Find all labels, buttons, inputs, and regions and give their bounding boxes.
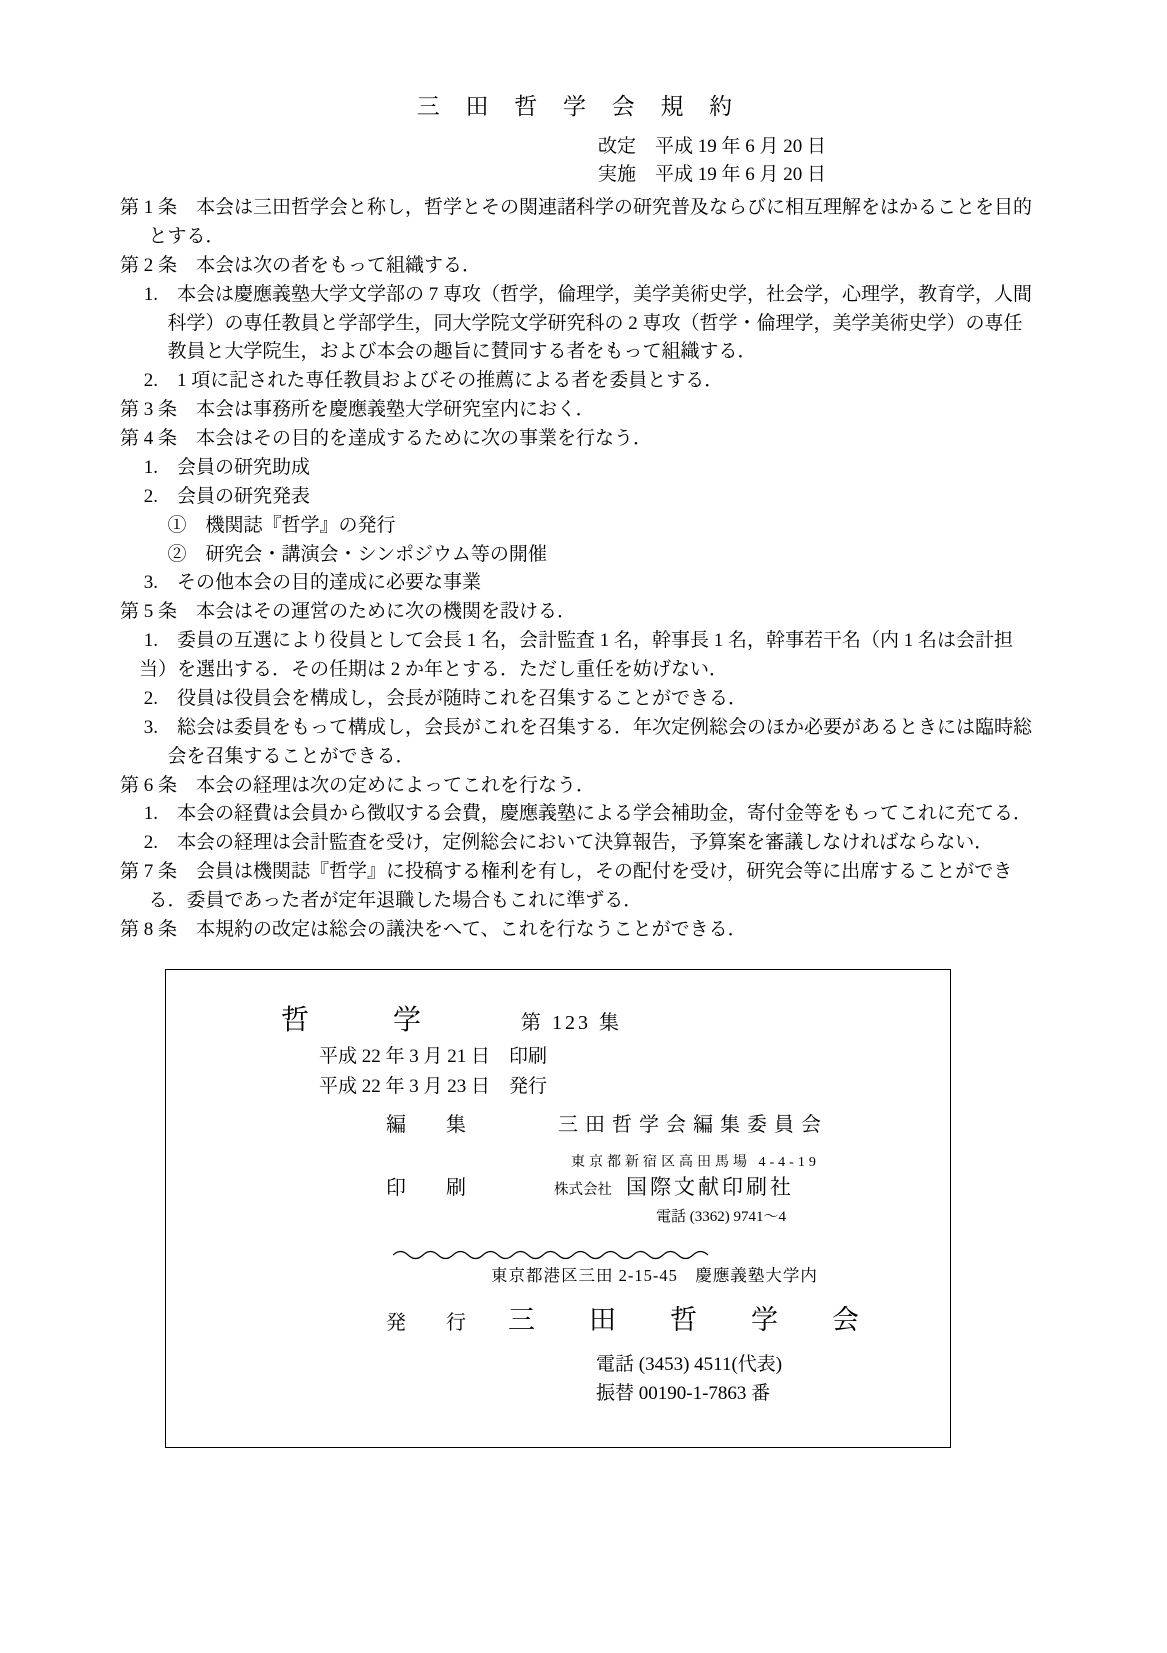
article-clause-7: 第 7 条 会員は機関誌『哲学』に投稿する権利を有し，その配付を受け，研究会等に出席することができる．委員であった者が定年退職した場合もこれに準ずる． [120,861,1013,912]
editor-row [386,1110,950,1140]
publish-label: 発 行 [386,1312,466,1335]
clause-4-item-3: 3. その他本会の目的達成に必要な事業 [143,572,482,594]
article-clause-3: 第 3 条 本会は事務所を慶應義塾大学研究室内におく． [120,399,595,421]
clause-2-item-1: 1. 本会は慶應義塾大学文学部の 7 専攻（哲学，倫理学，美学美術史学，社会学，心理学，教育学，人間科学）の専任教員と学部学生，同大学院文学研究科の 2 専攻（哲学・倫理学，美学美術史学）の専任教員と大学院生，および本会の趣旨に賛同する者をもって組織する． [143,283,1033,363]
colophon-box [165,969,951,1448]
publisher-phone: 電話 (3453) 4511(代表) [596,1354,783,1376]
clause-6-item-2: 2. 本会の経理は会計監査を受け，定例総会において決算報告，予算案を審議しなければならない． [143,832,994,854]
revision-block [598,133,826,188]
printer-row [386,1172,950,1204]
journal-issue-number: 第 123 集 [521,1011,623,1034]
printer-name: 国際文献印刷社 [626,1175,794,1200]
revision-line-kaitei: 改定 平成 19 年 6 月 20 日 [598,135,827,157]
editor-name: 三田哲学会編集委員会 [558,1114,828,1137]
clause-5-item-3: 3. 総会は委員をもって構成し，会長がこれを召集する．年次定例総会のほか必要があるときには臨時総会を召集することができる． [143,716,1033,767]
clause-4-item-2: 2. 会員の研究発表 [143,485,311,507]
article-clause-8: 第 8 条 本規約の改定は総会の議決をへて、これを行なうことができる． [120,918,747,940]
clause-6-item-1: 1. 本会の経費は会員から徴収する会費，慶應義塾による学会補助金，寄付金等をもってこれに充てる． [143,803,1033,825]
printer-phone: 電話 (3362) 9741～4 [656,1209,786,1226]
clause-4-item-1: 1. 会員の研究助成 [143,456,311,478]
published-date: 平成 22 年 3 月 23 日 発行 [319,1076,548,1098]
clause-2-item-2: 2. 1 項に記された専任教員およびその推薦による者を委員とする． [143,370,724,392]
clause-4-subitem-1: ① 機関誌『哲学』の発行 [167,514,396,536]
print-label: 印 刷 [386,1177,466,1200]
article-clause-2: 第 2 条 本会は次の者をもって組織する． [120,254,482,276]
colophon-title-row [281,1000,950,1043]
article-clause-6: 第 6 条 本会の経理は次の定めによってこれを行なう． [120,774,596,796]
article-clause-1: 第 1 条 本会は三田哲学会と称し，哲学とその関連諸科学の研究普及ならびに相互理解をはかることを目的とする． [120,197,1033,247]
wavy-divider-icon [393,1241,723,1253]
publisher-name: 三田哲学会 [508,1305,913,1336]
printed-date: 平成 22 年 3 月 21 日 印刷 [319,1046,548,1068]
article-clause-4: 第 4 条 本会はその目的を達成するために次の事業を行なう． [120,428,653,450]
page-title: 三 田 哲 学 会 規 約 [416,94,743,119]
revision-line-jisshi: 実施 平成 19 年 6 月 20 日 [598,163,827,185]
publisher-row [386,1300,950,1341]
clause-5-item-1: 1. 委員の互選により役員として会長 1 名，会計監査 1 名，幹事長 1 名，幹事若干名（内 1 名は会計担当）を選出する．その任期は 2 か年とする．ただし重任を妨げない． [139,630,1014,681]
clause-4-subitem-2: ② 研究会・講演会・シンポジウム等の開催 [167,543,547,565]
edit-label: 編 集 [386,1114,466,1137]
article-clause-5: 第 5 条 本会はその運営のために次の機関を設ける． [120,601,577,623]
printer-address: 東京都新宿区高田馬場 4-4-19 [571,1154,820,1170]
publisher-address: 東京都港区三田 2-15-45 慶應義塾大学内 [491,1266,818,1286]
printer-company-prefix: 株式会社 [554,1182,612,1199]
clause-5-item-2: 2. 役員は役員会を構成し，会長が随時これを召集することができる． [143,687,748,709]
postal-transfer-number: 振替 00190-1-7863 番 [596,1383,771,1405]
journal-title: 哲 学 [281,1004,422,1036]
